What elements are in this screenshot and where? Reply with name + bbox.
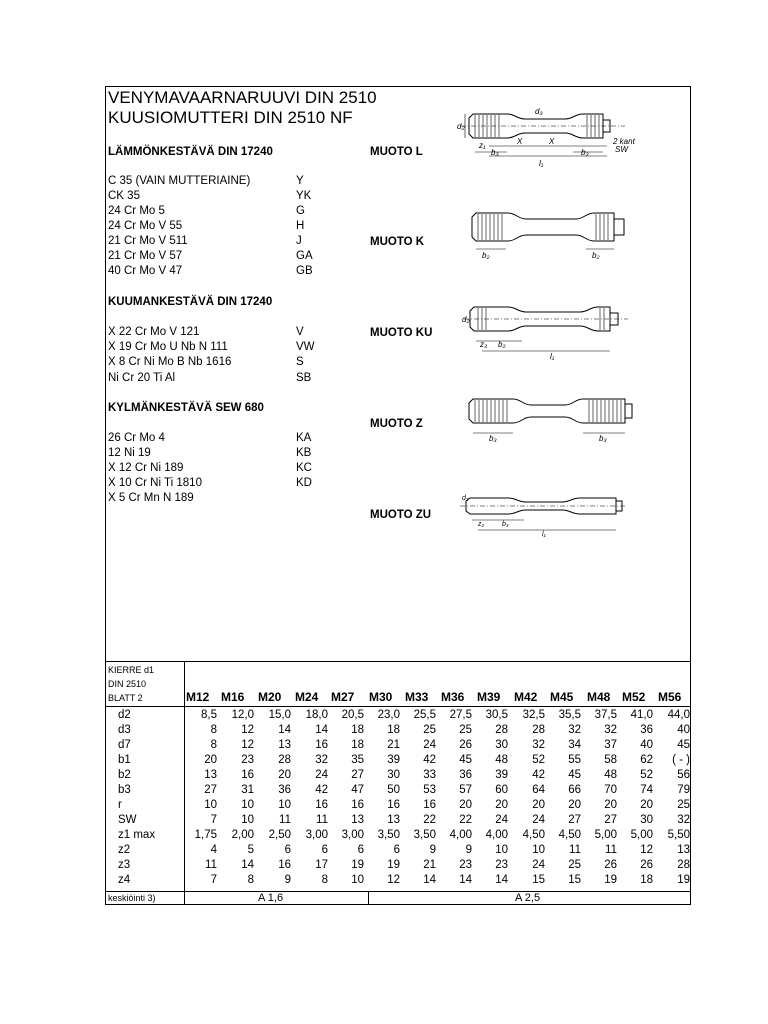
- material-code: H: [296, 220, 305, 232]
- table-cell: 19: [387, 859, 400, 871]
- material-code: V: [296, 326, 304, 338]
- bolt-drawing-form-zu: [458, 488, 628, 538]
- material-code: SB: [296, 372, 312, 384]
- table-cell: 57: [459, 784, 472, 796]
- table-cell: 27,5: [449, 709, 472, 721]
- table-cell: 25: [459, 724, 472, 736]
- material-name: X 8 Cr Ni Mo B Nb 1616: [108, 356, 232, 368]
- material-name: 24 Cr Mo V 55: [108, 220, 183, 232]
- table-cell: 37: [604, 739, 617, 751]
- table-cell: 28: [677, 859, 690, 871]
- table-cell: 35,5: [558, 709, 581, 721]
- table-cell: 14: [278, 724, 291, 736]
- table-cell: 10: [351, 874, 364, 886]
- row-label: d2: [118, 709, 131, 721]
- table-cell: 23,0: [377, 709, 400, 721]
- table-cell: 16: [278, 859, 291, 871]
- table-cell: 37,5: [594, 709, 617, 721]
- table-cell: 12: [241, 739, 254, 751]
- table-cell: 28: [278, 754, 291, 766]
- table-cell: 42: [315, 784, 328, 796]
- column-header: M24: [295, 690, 319, 704]
- table-cell: 7: [210, 874, 217, 886]
- table-cell: 13: [351, 814, 364, 826]
- column-header: M52: [622, 690, 646, 704]
- table-cell: 12: [640, 844, 653, 856]
- table-cell: 24: [423, 739, 436, 751]
- table-cell: 19: [604, 874, 617, 886]
- material-code: KD: [296, 477, 312, 489]
- table-cell: 6: [357, 844, 364, 856]
- table-cell: 79: [677, 784, 690, 796]
- table-cell: 11: [279, 814, 291, 826]
- table-cell: 20: [278, 769, 291, 781]
- column-header: M27: [331, 690, 355, 704]
- material-name: CK 35: [108, 190, 140, 202]
- table-cell: 4,00: [449, 829, 472, 841]
- table-cell: 20,5: [341, 709, 364, 721]
- table-cell: 53: [423, 784, 436, 796]
- table-cell: 22: [459, 814, 472, 826]
- table-cell: 16: [351, 799, 364, 811]
- table-cell: 42: [423, 754, 436, 766]
- material-name: 24 Cr Mo 5: [108, 205, 165, 217]
- label-b3-2: b₃: [581, 148, 589, 157]
- table-cell: 70: [604, 784, 617, 796]
- table-cell: 5,00: [630, 829, 653, 841]
- table-cell: 27: [604, 814, 617, 826]
- label-l1: l₁: [542, 531, 546, 538]
- form-label-k: MUOTO K: [370, 236, 425, 248]
- material-name: 21 Cr Mo V 57: [108, 250, 183, 262]
- table-cell: 39: [495, 769, 508, 781]
- table-cell: 10: [241, 814, 254, 826]
- bolt-drawing-form-z: [465, 393, 640, 443]
- table-cell: 23: [495, 859, 508, 871]
- table-cell: 14: [315, 724, 328, 736]
- table-footer-divider: [368, 891, 369, 905]
- table-cell: 2,00: [231, 829, 254, 841]
- table-cell: 21: [387, 739, 400, 751]
- label-l1: l₁: [550, 352, 555, 361]
- material-name: X 19 Cr Mo U Nb N 111: [108, 341, 228, 353]
- table-header-line: KIERRE d1: [108, 665, 155, 675]
- table-cell: 39: [387, 754, 400, 766]
- form-label-l: MUOTO L: [370, 146, 423, 158]
- material-code: GA: [296, 250, 313, 262]
- table-cell: 27: [204, 784, 217, 796]
- material-name: C 35 (VAIN MUTTERIAINE): [108, 175, 251, 187]
- table-cell: 30: [495, 739, 508, 751]
- table-cell: 32: [532, 739, 545, 751]
- material-name: 40 Cr Mo V 47: [108, 265, 183, 277]
- table-cell: 18: [351, 739, 364, 751]
- table-cell: 31: [241, 784, 254, 796]
- table-cell: 12,0: [231, 709, 254, 721]
- table-cell: 8: [210, 724, 217, 736]
- table-cell: 24: [532, 814, 545, 826]
- table-cell: 60: [495, 784, 508, 796]
- column-header: M12: [186, 690, 210, 704]
- label-x: X: [517, 137, 523, 146]
- table-cell: 6: [393, 844, 400, 856]
- table-cell: 30: [640, 814, 653, 826]
- material-code: KB: [296, 447, 312, 459]
- table-cell: 18: [387, 724, 400, 736]
- table-cell: 24: [532, 859, 545, 871]
- row-label: b2: [118, 769, 131, 781]
- title-line-1: VENYMAVAARNARUUVI DIN 2510: [108, 88, 377, 107]
- table-cell: 10: [241, 799, 254, 811]
- table-cell: 48: [495, 754, 508, 766]
- table-cell: 20: [204, 754, 217, 766]
- material-code: VW: [296, 341, 315, 353]
- column-header: M36: [441, 690, 465, 704]
- table-cell: 24: [315, 769, 328, 781]
- table-cell: 36: [640, 724, 653, 736]
- table-cell: 33: [423, 769, 436, 781]
- table-cell: 2,50: [268, 829, 291, 841]
- table-cell: 14: [241, 859, 254, 871]
- material-code: J: [296, 235, 302, 247]
- table-top-rule: [105, 661, 691, 662]
- table-cell: 27: [351, 769, 364, 781]
- table-cell: 18: [351, 724, 364, 736]
- material-name: X 12 Cr Ni 189: [108, 462, 184, 474]
- table-cell: 15: [568, 874, 581, 886]
- table-cell: 15,0: [268, 709, 291, 721]
- bolt-drawing-form-k: [468, 205, 638, 265]
- table-cell: 20: [640, 799, 653, 811]
- table-cell: 47: [351, 784, 364, 796]
- table-cell: 4,00: [485, 829, 508, 841]
- table-cell: 3,00: [341, 829, 364, 841]
- column-header: M33: [405, 690, 429, 704]
- label-x-2: X: [549, 137, 555, 146]
- column-header: M20: [258, 690, 282, 704]
- material-name: X 5 Cr Mn N 189: [108, 492, 194, 504]
- group-heading-cold-resistant: KYLMÄNKESTÄVÄ SEW 680: [108, 402, 264, 414]
- table-cell: 11: [605, 844, 617, 856]
- table-cell: 20: [532, 799, 545, 811]
- label-d2: d₂: [457, 122, 465, 131]
- table-header-line: BLATT 2: [108, 693, 143, 703]
- bolt-drawing-form-l: [455, 100, 645, 172]
- row-label: b1: [118, 754, 131, 766]
- table-cell: 25,5: [413, 709, 436, 721]
- table-cell: 28: [532, 724, 545, 736]
- table-cell: 30,5: [485, 709, 508, 721]
- table-cell: 64: [532, 784, 545, 796]
- table-cell: 52: [532, 754, 545, 766]
- table-label-divider: [184, 661, 185, 905]
- column-header: M16: [221, 690, 245, 704]
- table-cell: 3,50: [377, 829, 400, 841]
- label-b3: b₃: [491, 148, 499, 157]
- table-cell: 4: [210, 844, 217, 856]
- table-cell: 62: [640, 754, 653, 766]
- table-cell: 32: [568, 724, 581, 736]
- table-cell: 11: [205, 859, 217, 871]
- material-code: KC: [296, 462, 312, 474]
- table-cell: 10: [278, 799, 291, 811]
- table-cell: 13: [387, 814, 400, 826]
- table-header-line: DIN 2510: [108, 679, 147, 689]
- form-label-ku: MUOTO KU: [370, 327, 433, 339]
- bolt-drawing-form-ku: [462, 293, 632, 365]
- table-cell: 11: [569, 844, 581, 856]
- table-cell: 32,5: [522, 709, 545, 721]
- label-z3: z₃: [480, 340, 488, 349]
- table-cell: 52: [640, 769, 653, 781]
- table-cell: 16: [315, 799, 328, 811]
- table-cell: 4,50: [558, 829, 581, 841]
- table-cell: 26: [604, 859, 617, 871]
- table-cell: 41,0: [630, 709, 653, 721]
- table-cell: 25: [423, 724, 436, 736]
- table-cell: 40: [677, 724, 690, 736]
- table-cell: 20: [604, 799, 617, 811]
- footer-label: keskiöinti 3): [108, 893, 156, 903]
- table-cell: 23: [459, 859, 472, 871]
- footer-value-right: A 2,5: [515, 892, 541, 904]
- table-cell: 13: [278, 739, 291, 751]
- table-cell: 4,50: [522, 829, 545, 841]
- material-name: 21 Cr Mo V 511: [108, 235, 188, 247]
- table-footer-rule: [105, 891, 691, 892]
- row-label: d3: [118, 724, 131, 736]
- table-cell: 45: [459, 754, 472, 766]
- table-cell: 48: [604, 769, 617, 781]
- material-code: G: [296, 205, 305, 217]
- table-cell: 45: [568, 769, 581, 781]
- label-b2-2: b₂: [592, 251, 600, 260]
- label-z2: z₂: [478, 521, 485, 528]
- label-l1: l₁: [539, 159, 544, 168]
- table-cell: 23: [241, 754, 254, 766]
- row-label: z2: [118, 844, 131, 856]
- form-label-z: MUOTO Z: [370, 418, 423, 430]
- table-cell: 10: [495, 844, 508, 856]
- table-cell: 24: [495, 814, 508, 826]
- label-b3: b₃: [489, 434, 497, 443]
- material-name: X 10 Cr Ni Ti 1810: [108, 477, 202, 489]
- row-label: z4: [118, 874, 131, 886]
- label-sw: SW: [615, 145, 628, 154]
- table-cell: 30: [387, 769, 400, 781]
- table-cell: 14: [423, 874, 436, 886]
- row-label: SW: [118, 814, 137, 826]
- table-cell: 36: [459, 769, 472, 781]
- table-cell: 20: [495, 799, 508, 811]
- table-cell: 13: [204, 769, 217, 781]
- table-cell: 66: [568, 784, 581, 796]
- table-cell: 40: [640, 739, 653, 751]
- table-cell: 25: [568, 859, 581, 871]
- row-label: z3: [118, 859, 131, 871]
- table-cell: 44,0: [667, 709, 690, 721]
- table-cell: 15: [532, 874, 545, 886]
- footer-value-left: A 1,6: [258, 892, 284, 904]
- column-header: M39: [477, 690, 501, 704]
- table-cell: 18: [640, 874, 653, 886]
- table-cell: 3,00: [305, 829, 328, 841]
- group-heading-hot-resistant: KUUMANKESTÄVÄ DIN 17240: [108, 296, 273, 308]
- table-cell: 17: [315, 859, 328, 871]
- table-cell: 18,0: [305, 709, 328, 721]
- table-cell: 32: [604, 724, 617, 736]
- form-label-zu: MUOTO ZU: [370, 509, 432, 521]
- table-cell: 50: [387, 784, 400, 796]
- table-cell: 16: [387, 799, 400, 811]
- table-cell: 16: [315, 739, 328, 751]
- table-cell: 7: [210, 814, 217, 826]
- table-cell: 12: [387, 874, 400, 886]
- column-header: M48: [587, 690, 611, 704]
- table-cell: 21: [423, 859, 436, 871]
- table-cell: 10: [532, 844, 545, 856]
- table-cell: 13: [677, 844, 690, 856]
- label-b2: b₂: [498, 340, 506, 349]
- row-label: r: [118, 799, 122, 811]
- label-b2: b₂: [482, 251, 490, 260]
- table-header-rule: [105, 706, 691, 707]
- table-cell: 6: [321, 844, 328, 856]
- table-cell: 45: [677, 739, 690, 751]
- table-cell: 35: [351, 754, 364, 766]
- table-cell: 42: [532, 769, 545, 781]
- table-cell: 9: [429, 844, 436, 856]
- table-cell: 16: [241, 769, 254, 781]
- row-label: d7: [118, 739, 131, 751]
- material-code: GB: [296, 265, 313, 277]
- title-line-2: KUUSIOMUTTERI DIN 2510 NF: [108, 108, 353, 127]
- table-cell: 8: [210, 739, 217, 751]
- table-cell: 14: [495, 874, 508, 886]
- label-d3: d₃: [535, 107, 543, 116]
- table-cell: 16: [423, 799, 436, 811]
- row-label: z1 max: [118, 829, 156, 841]
- column-header: M56: [658, 690, 682, 704]
- table-cell: 19: [351, 859, 364, 871]
- material-code: Y: [296, 175, 304, 187]
- table-cell: 10: [204, 799, 217, 811]
- table-cell: 55: [568, 754, 581, 766]
- material-name: 12 Ni 19: [108, 447, 151, 459]
- table-cell: 1,75: [194, 829, 217, 841]
- table-cell: 58: [604, 754, 617, 766]
- material-code: KA: [296, 432, 312, 444]
- table-cell: 3,50: [413, 829, 436, 841]
- material-name: Ni Cr 20 Ti Al: [108, 372, 176, 384]
- column-header: M30: [369, 690, 393, 704]
- table-cell: 12: [241, 724, 254, 736]
- table-cell: ( - ): [672, 754, 690, 766]
- table-cell: 22: [423, 814, 436, 826]
- material-name: X 22 Cr Mo V 121: [108, 326, 200, 338]
- table-cell: 6: [284, 844, 291, 856]
- table-cell: 34: [568, 739, 581, 751]
- table-cell: 8,5: [201, 709, 217, 721]
- table-cell: 32: [677, 814, 690, 826]
- table-cell: 32: [315, 754, 328, 766]
- label-b3-2: b₃: [599, 434, 607, 443]
- table-cell: 56: [677, 769, 690, 781]
- table-cell: 25: [677, 799, 690, 811]
- row-label: b3: [118, 784, 131, 796]
- table-cell: 9: [284, 874, 291, 886]
- label-z1: z₁: [479, 141, 486, 150]
- group-heading-heat-resistant: LÄMMÖNKESTÄVÄ DIN 17240: [108, 146, 273, 158]
- table-cell: 19: [677, 874, 690, 886]
- table-cell: 74: [640, 784, 653, 796]
- table-cell: 5,50: [667, 829, 690, 841]
- label-kant: 2 kant: [613, 137, 635, 146]
- table-cell: 28: [495, 724, 508, 736]
- material-code: S: [296, 356, 304, 368]
- table-cell: 26: [640, 859, 653, 871]
- table-cell: 9: [465, 844, 472, 856]
- table-cell: 14: [459, 874, 472, 886]
- table-cell: 27: [568, 814, 581, 826]
- table-cell: 20: [459, 799, 472, 811]
- column-header: M45: [550, 690, 574, 704]
- label-b3: b₃: [502, 521, 509, 528]
- material-name: 26 Cr Mo 4: [108, 432, 165, 444]
- table-cell: 36: [278, 784, 291, 796]
- table-cell: 11: [316, 814, 328, 826]
- label-d2: d₂: [462, 315, 470, 324]
- material-code: YK: [296, 190, 312, 202]
- table-cell: 20: [568, 799, 581, 811]
- column-header: M42: [514, 690, 538, 704]
- table-cell: 26: [459, 739, 472, 751]
- table-cell: 5: [247, 844, 254, 856]
- table-cell: 8: [247, 874, 254, 886]
- label-d2: d₂: [462, 495, 469, 502]
- table-cell: 8: [321, 874, 328, 886]
- table-cell: 5,00: [594, 829, 617, 841]
